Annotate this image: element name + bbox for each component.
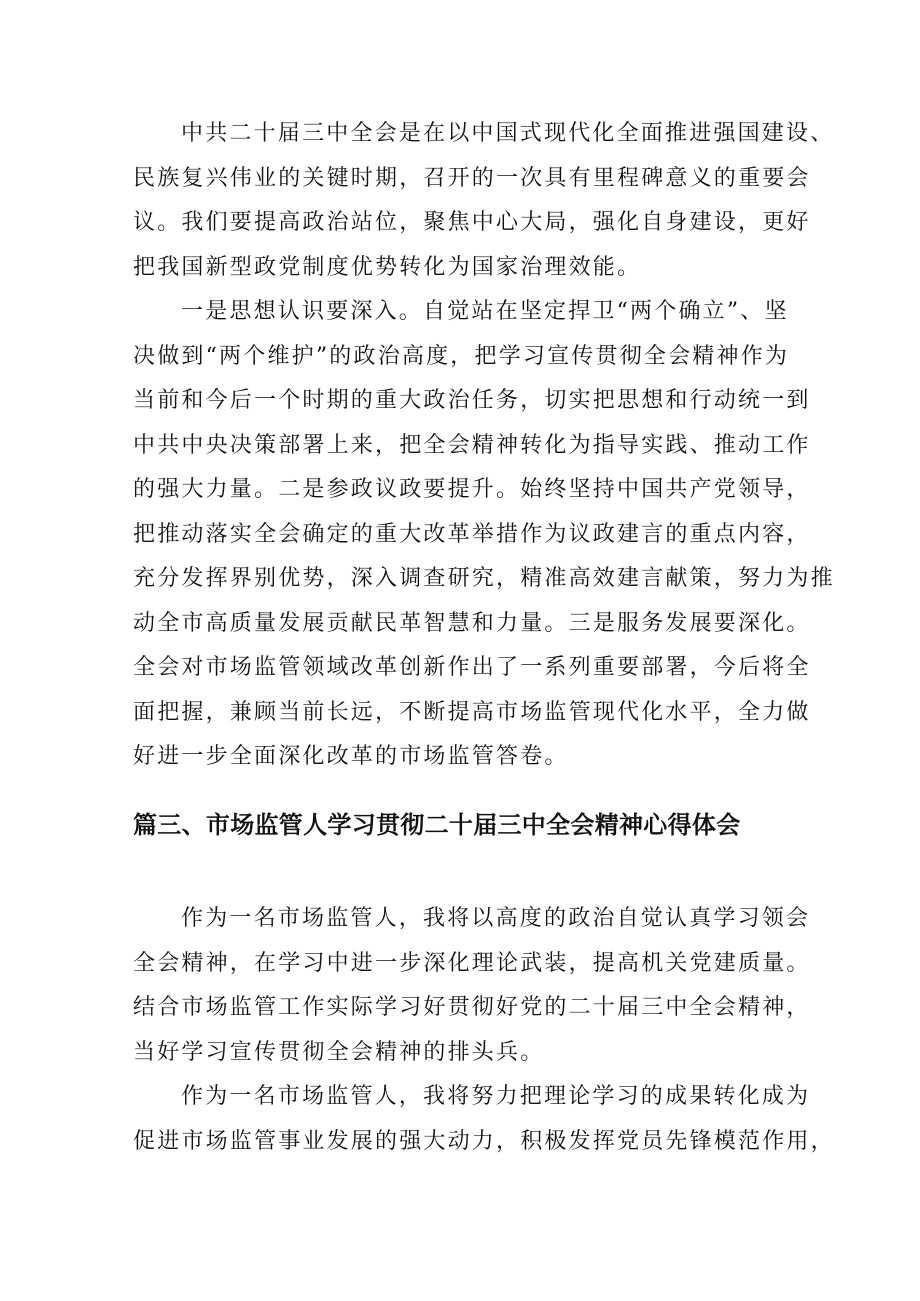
text-line: 中共中央决策部署上来，把全会精神转化为指导实践、推动工作 [133, 432, 811, 458]
text-line: 把推动落实全会确定的重大改革举措作为议政建言的重点内容， [133, 521, 811, 547]
text-line: 民族复兴伟业的关键时期，召开的一次具有里程碑意义的重要会 [133, 165, 811, 191]
text-line: 全会精神，在学习中进一步深化理论武装，提高机关党建质量。 [133, 950, 811, 976]
text-line: 好进一步全面深化改革的市场监管答卷。 [133, 744, 569, 769]
text-line: 充分发挥界别优势，深入调查研究，精准高效建言献策，努力为推 [133, 566, 835, 591]
text-line: 中共二十届三中全会是在以中国式现代化全面推进强国建设、 [181, 121, 835, 146]
text-line: 当好学习宣传贯彻全会精神的排头兵。 [133, 1039, 545, 1065]
text-line: 把我国新型政党制度优势转化为国家治理效能。 [133, 254, 642, 280]
text-line: 一是思想认识要深入。自觉站在坚定捍卫“两个确立”、坚 [181, 299, 789, 324]
text-line: 动全市高质量发展贡献民革智慧和力量。三是服务发展要深化。 [133, 610, 811, 636]
text-line: 的强大力量。二是参政议政要提升。始终坚持中国共产党领导， [133, 477, 811, 502]
text-line: 作为一名市场监管人，我将以高度的政治自觉认真学习领会 [181, 906, 811, 931]
text-line: 促进市场监管事业发展的强大动力，积极发挥党员先锋模范作用， [133, 1128, 835, 1154]
text-line: 结合市场监管工作实际学习好贯彻好党的二十届三中全会精神， [133, 995, 811, 1020]
text-line: 全会对市场监管领域改革创新作出了一系列重要部署，今后将全 [133, 655, 811, 680]
paragraph-practice [133, 1075, 835, 1164]
paragraph-intro [133, 112, 835, 290]
text-line: 面把握，兼顾当前长远，不断提高市场监管现代化水平，全力做 [133, 699, 811, 725]
text-line: 决做到“两个维护”的政治高度，把学习宣传贯彻全会精神作为 [133, 343, 790, 369]
paragraph-study [133, 897, 811, 1075]
text-line: 当前和今后一个时期的重大政治任务，切实把思想和行动统一到 [133, 388, 811, 413]
text-line: 议。我们要提高政治站位，聚焦中心大局，强化自身建设，更好 [133, 210, 811, 235]
paragraph-points [133, 290, 835, 780]
section-heading: 篇三、市场监管人学习贯彻二十届三中全会精神心得体会 [133, 811, 741, 839]
text-line: 作为一名市场监管人，我将努力把理论学习的成果转化成为 [181, 1084, 811, 1109]
